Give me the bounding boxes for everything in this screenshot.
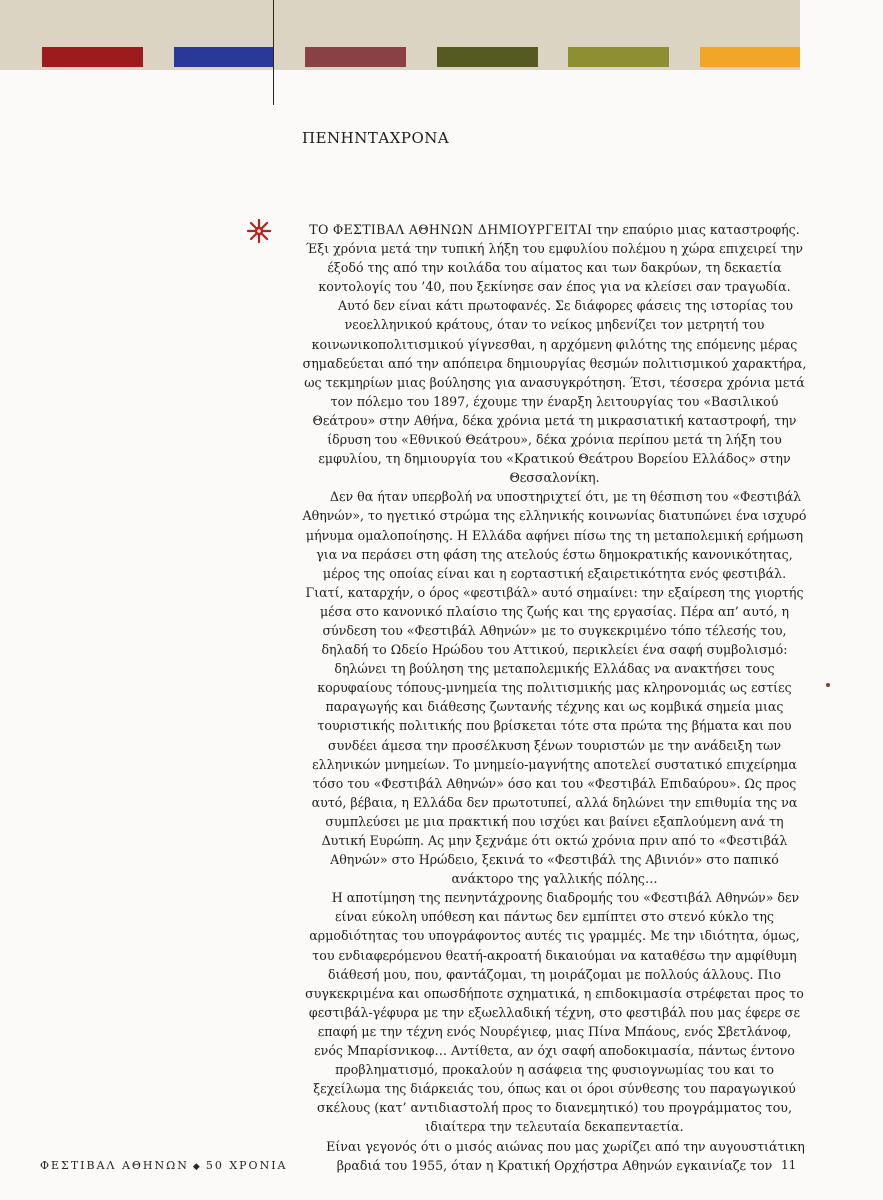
lead-in: ΤΟ ΦΕΣΤΙΒΑΛ ΑΘΗΝΩΝ ΔΗΜΙΟΥΡΓΕΙΤΑΙ <box>309 222 593 237</box>
paragraph: Αυτό δεν είναι κάτι πρωτοφανές. Σε διάφορες φάσεις της ιστορίας του νεοελληνικού κράτους, όταν το νείκος μηδενίζει τον μετρητή του κοινωνικοπολιτισμικού γίγνεσθαι, η αρχόμενη φιλότης της επόμενης μέρας σημαδεύεται από την απόπειρα δημιουργίας θεσμών πολιτισμικού χαρακτήρα, ως τεκμηρίων μιας βούλησης για ανασυγκρότηση. Έτσι, τέσσερα χρόνια μετά τον πόλεμο του 1897, έχουμε την έναρξη λειτουργίας του «Βασιλικού Θεάτρου» στην Αθήνα, δέκα χρόνια μετά τη μικρασιατική καταστροφή, την ίδρυση του «Εθνικού Θεάτρου», δέκα χρόνια περίπου μετά τη λήξη του εμφυλίου, τη δημιουργία του «Κρατικού Θεάτρου Βορείου Ελλάδος» στην Θεσσαλονίκη. <box>302 298 807 486</box>
paragraph: Η αποτίμηση της πενηντάχρονης διαδρομής του «Φεστιβάλ Αθηνών» δεν είναι εύκολη υπόθεση και πάντως δεν εμπίπτει στο στενό κύκλο της αρμοδιότητας του υπογράφοντος αυτές τις γραμμές. Με την ιδιότητα, όμως, του ενδιαφερόμενου θεατή-ακροατή δικαιούμαι να καταθέσω την αμφίθυμη διάθεσή μου, που, φαντάζομαι, τη μοιράζομαι με πολλούς άλλους. Πιο συγκεκριμένα και οπωσδήποτε σχηματικά, η επιδοκιμασία στρέφεται προς το φεστιβάλ-γέφυρα με την εξωελλαδική τέχνη, στο φεστιβάλ που μας έφερε σε επαφή με την τέχνη ενός Νουρέγιεφ, μιας Πίνα Μπάους, ενός Σβετλάνοφ, ενός Μπαρίσνικοφ… Αντίθετα, αν όχι σαφή αποδοκιμασία, πάντως έντονο προβληματισμό, προκαλούν η ασάφεια της φυσιογνωμίας του και το ξεχείλωμα της διάρκειάς του, όπως και οι όροι σύνθεσης του παραγωγικού σκέλους (κατ’ αντιδιαστολή προς το διανεμητικό) του προγράμματος του, ιδιαίτερα την τελευταία δεκαπενταετία. <box>305 890 804 1135</box>
paragraph-text: την επαύριο μιας καταστροφής. Έξι χρόνια μετά την τυπική λήξη του εμφυλίου πολέμου η χώρα επιχειρεί την έξοδό της από την κοιλάδα του αίματος και των δακρύων, τη δεκαετία κοντολογίς του ’40, που ξεκίνησε σαν έπος για να κλείσει σαν τραγωδία. <box>305 222 804 295</box>
color-swatch <box>700 47 800 67</box>
color-swatch <box>568 47 669 67</box>
eight-pointed-star-icon <box>247 219 271 243</box>
top-band-gap <box>800 0 883 70</box>
footer-title: ΦΕΣΤΙΒΑΛ ΑΘΗΝΩΝ <box>40 1159 189 1172</box>
paragraph <box>302 220 807 296</box>
paragraph: Είναι γεγονός ότι ο μισός αιώνας που μας χωρίζει από την αυγουστιάτικη βραδιά του 1955, όταν η Κρατική Ορχήστρα Αθηνών εγκαινίαζε τον <box>326 1138 805 1173</box>
color-swatch <box>42 47 143 67</box>
article-body <box>302 220 807 1175</box>
vertical-rule <box>273 0 274 105</box>
color-swatch <box>305 47 406 67</box>
footer-subtitle: 50 ΧΡΟΝΙΑ <box>205 1159 288 1172</box>
diamond-icon: ◆ <box>192 1162 202 1172</box>
footer-running-title <box>40 1159 288 1172</box>
color-swatch <box>437 47 538 67</box>
paragraph: Δεν θα ήταν υπερβολή να υποστηριχτεί ότι, με τη θέσπιση του «Φεστιβάλ Αθηνών», το ηγετικό στρώμα της ελληνικής κοινωνίας διατυπώνει ένα ισχυρό μήνυμα ομαλοποίησης. Η Ελλάδα αφήνει πίσω της τη μεταπολεμική ερήμωση για να περάσει στη φάση της ατελούς έστω δημοκρατικής κανονικότητας, μέρος της οποίας είναι και η εορταστική εξαιρετικότητα ενός φεστιβάλ. Γιατί, καταρχήν, ο όρος «φεστιβάλ» αυτό σημαίνει: την εξαίρεση της γιορτής μέσα στο κανονικό πλαίσιο της ζωής και της εργασίας. Πέρα απ’ αυτό, η σύνδεση του «Φεστιβάλ Αθηνών» με το συγκεκριμένο τόπο τέλεσής του, δηλαδή το Ωδείο Ηρώδου του Αττικού, περικλείει ένα σαφή συμβολισμό: δηλώνει τη βούληση της μεταπολεμικής Ελλάδας να ανακτήσει τους κορυφαίους τόπους-μνημεία της πολιτισμικής μας κληρονομιάς ως εστίες παραγωγής και διάθεσης ζωντανής τέχνης και ως κομβικά σημεία μιας τουριστικής πολιτικής που βρίσκεται τότε στα πρώτα της βήματα και που συνδέει άμεσα την προσέλκυση ξένων τουριστών με την ανάδειξη των ελληνικών μνημείων. Το μνημείο-μαγνήτης αποτελεί συστατικό επιχείρημα τόσο του «Φεστιβάλ Αθηνών» όσο και του «Φεστιβάλ Επιδαύρου». Ως προς αυτό, βέβαια, η Ελλάδα δεν πρωτοτυπεί, αλλά δηλώνει την επιθυμία της να συμπλεύσει με μια πρακτική που ισχύει και βαίνει εξαπλούμενη ανά τη Δυτική Ευρώπη. Ας μην ξεχνάμε ότι οκτώ χρόνια πριν από το «Φεστιβάλ Αθηνών» στο Ηρώδειο, ξεκινά το «Φεστιβάλ της Αβινιόν» στο παπικό ανάκτορο της γαλλικής πόλης… <box>302 489 807 887</box>
page-number: 11 <box>781 1158 797 1172</box>
color-swatch <box>174 47 274 67</box>
page-title: ΠΕΝΗΝΤΑΧΡΟΝΑ <box>302 129 450 147</box>
margin-dot <box>826 683 830 687</box>
